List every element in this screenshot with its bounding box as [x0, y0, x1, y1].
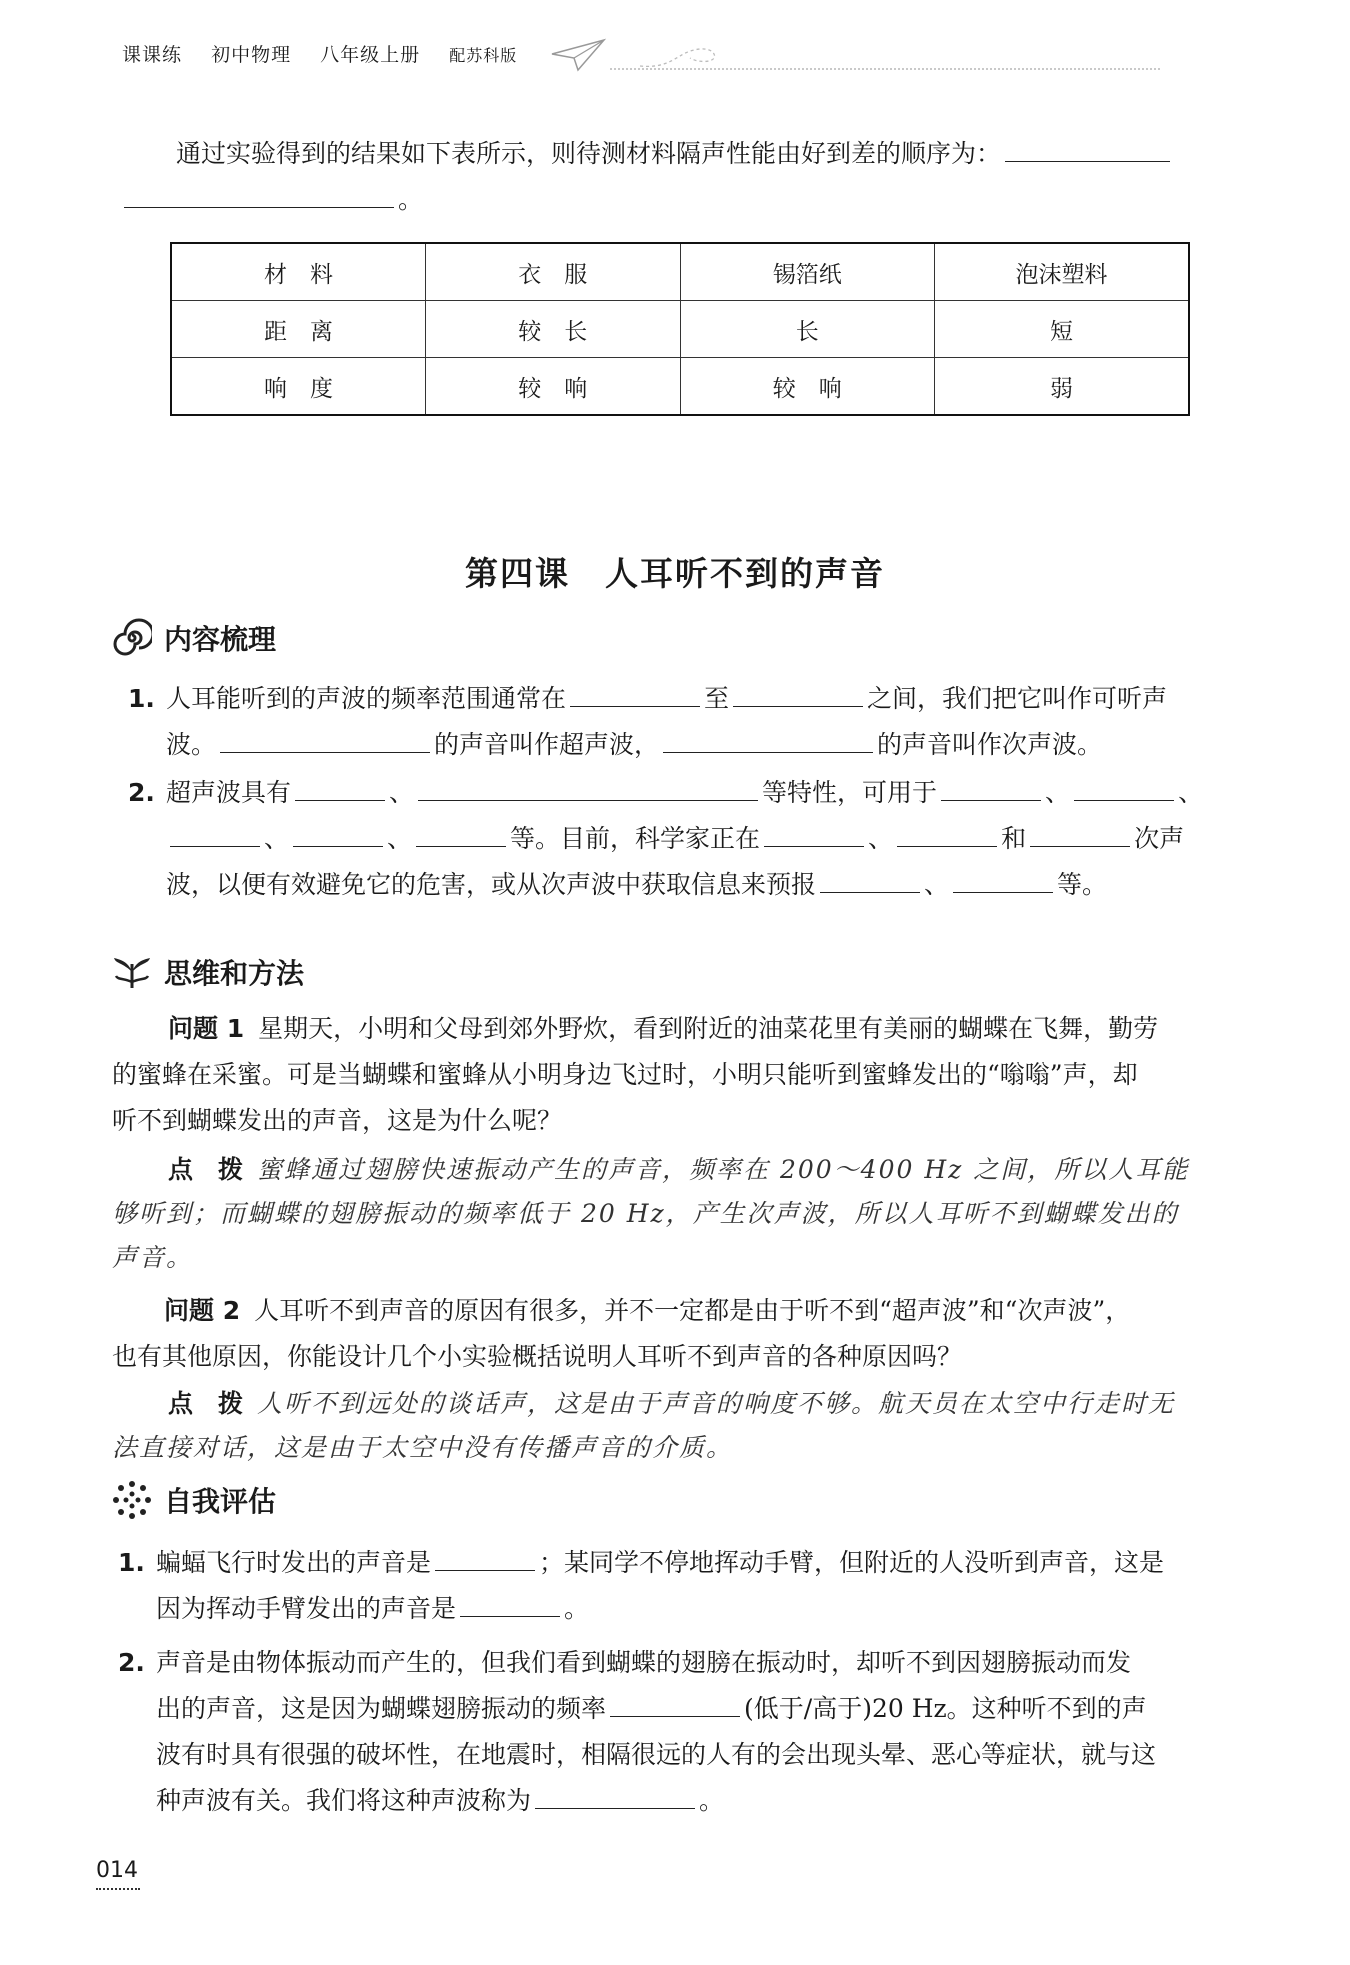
answer-blank[interactable]: [418, 799, 758, 801]
answer-blank[interactable]: [1030, 845, 1130, 847]
table-cell: 较 响: [680, 358, 935, 416]
self-assessment-item-1: 1. 蝙蝠飞行时发出的声音是 ；某同学不停地挥动手臂，但附近的人没听到声音，这是 因为挥动手臂发出的声音是 。: [118, 1548, 1165, 1623]
table-cell: 材 料: [171, 243, 426, 301]
answer-blank[interactable]: [764, 845, 864, 847]
header-series: 课课练: [122, 44, 183, 66]
table-cell: 泡沫塑料: [935, 243, 1190, 301]
answer-blank[interactable]: [535, 1807, 695, 1809]
question-2: 问题 2 人耳听不到声音的原因有很多，并不一定都是由于听不到“超声波”和“次声波”， 也有其他原因，你能设计几个小实验概括说明人耳听不到声音的各种原因吗？: [112, 1296, 1131, 1371]
spiral-icon: [112, 618, 152, 658]
answer-blank[interactable]: [953, 891, 1053, 893]
page-number-rule: [96, 1888, 140, 1890]
answer-blank[interactable]: [1074, 799, 1174, 801]
answer-blank[interactable]: [941, 799, 1041, 801]
answer-blank[interactable]: [416, 845, 506, 847]
table-cell: 弱: [935, 358, 1190, 416]
answer-blank[interactable]: [435, 1569, 535, 1571]
table-cell: 锡箔纸: [680, 243, 935, 301]
section-heading-self-assessment: 自我评估: [112, 1480, 276, 1520]
header-subject: 初中物理: [211, 44, 292, 66]
table-row: [171, 301, 1189, 358]
table-row: [171, 243, 1189, 301]
header-edition: 配苏科版: [449, 46, 518, 65]
answer-blank[interactable]: [1005, 160, 1170, 162]
answer-blank[interactable]: [220, 751, 430, 753]
header-rule: [610, 68, 1160, 70]
intro-line-1: 通过实验得到的结果如下表所示，则待测材料隔声性能由好到差的顺序为：: [176, 132, 1174, 176]
table-cell: 长: [680, 301, 935, 358]
section-heading-thinking-methods: 思维和方法: [112, 952, 304, 992]
page-number: 014: [96, 1858, 138, 1883]
hint-2: 点 拨 人听不到远处的谈话声，这是由于声音的响度不够。航天员在太空中行走时无 法直接对话，这是由于太空中没有传播声音的介质。: [112, 1389, 1176, 1462]
table-cell: 较 响: [426, 358, 681, 416]
materials-table: [170, 242, 1190, 416]
table-cell: 短: [935, 301, 1190, 358]
answer-blank[interactable]: [733, 705, 863, 707]
table-cell: 较 长: [426, 301, 681, 358]
answer-blank[interactable]: [170, 845, 260, 847]
section-heading-content-review: 内容梳理: [112, 618, 276, 658]
hint-1: 点 拨 蜜蜂通过翅膀快速振动产生的声音，频率在 200～400 Hz 之间，所以人耳能 够听到；而蝴蝶的翅膀振动的频率低于 20 Hz，产生次声波，所以人耳听不到蝴蝶发出的 声音。: [112, 1155, 1190, 1272]
answer-blank[interactable]: [610, 1715, 740, 1717]
table-cell: 衣 服: [426, 243, 681, 301]
lesson-title: 第四课 人耳听不到的声音: [465, 554, 885, 593]
table-row: [171, 358, 1189, 416]
answer-blank[interactable]: [295, 799, 385, 801]
table-cell: 距 离: [171, 301, 426, 358]
sprout-icon: [112, 954, 152, 990]
answer-blank[interactable]: [293, 845, 383, 847]
header-grade: 八年级上册: [320, 44, 421, 66]
paper-plane-icon: [548, 36, 608, 76]
answer-blank[interactable]: [570, 705, 700, 707]
table-cell: 响 度: [171, 358, 426, 416]
dots-cluster-icon: [112, 1480, 152, 1520]
answer-blank[interactable]: [460, 1615, 560, 1617]
answer-blank[interactable]: [663, 751, 873, 753]
answer-blank[interactable]: [897, 845, 997, 847]
self-assessment-item-2: 2. 声音是由物体振动而产生的，但我们看到蝴蝶的翅膀在振动时，却听不到因翅膀振动而发 出的声音，这是因为蝴蝶翅膀振动的频率 (低于/高于)20 Hz。这种听不到的声 波有时具有很强的破坏性，在地震时，相隔很远的人有的会出现头晕、恶心等症状，就与这 种声波有关。我们将这种声波称为 。: [118, 1648, 1157, 1815]
content-review-item-1: 1. 人耳能听到的声波的频率范围通常在 至 之间，我们把它叫作可听声 波。 的声音叫作超声波， 的声音叫作次声波。: [128, 684, 1168, 759]
page-header: [122, 40, 539, 67]
intro-line-2: 。: [120, 178, 423, 222]
content-review-item-2: 2. 超声波具有 、 等特性，可用于 、 、 、 、 等。目前，科学家正在 、 和 次声 波，以便有效避免它的危害，或从次声波中获取信息来预报 、 等。: [128, 778, 1204, 899]
question-1: 问题 1 星期天，小明和父母到郊外野炊，看到附近的油菜花里有美丽的蝴蝶在飞舞，勤劳 的蜜蜂在采蜜。可是当蝴蝶和蜜蜂从小明身边飞过时，小明只能听到蜜蜂发出的“嗡嗡”声，却 听不到蝴蝶发出的声音，这是为什么呢？: [112, 1014, 1159, 1135]
answer-blank[interactable]: [820, 891, 920, 893]
answer-blank[interactable]: [124, 206, 394, 208]
